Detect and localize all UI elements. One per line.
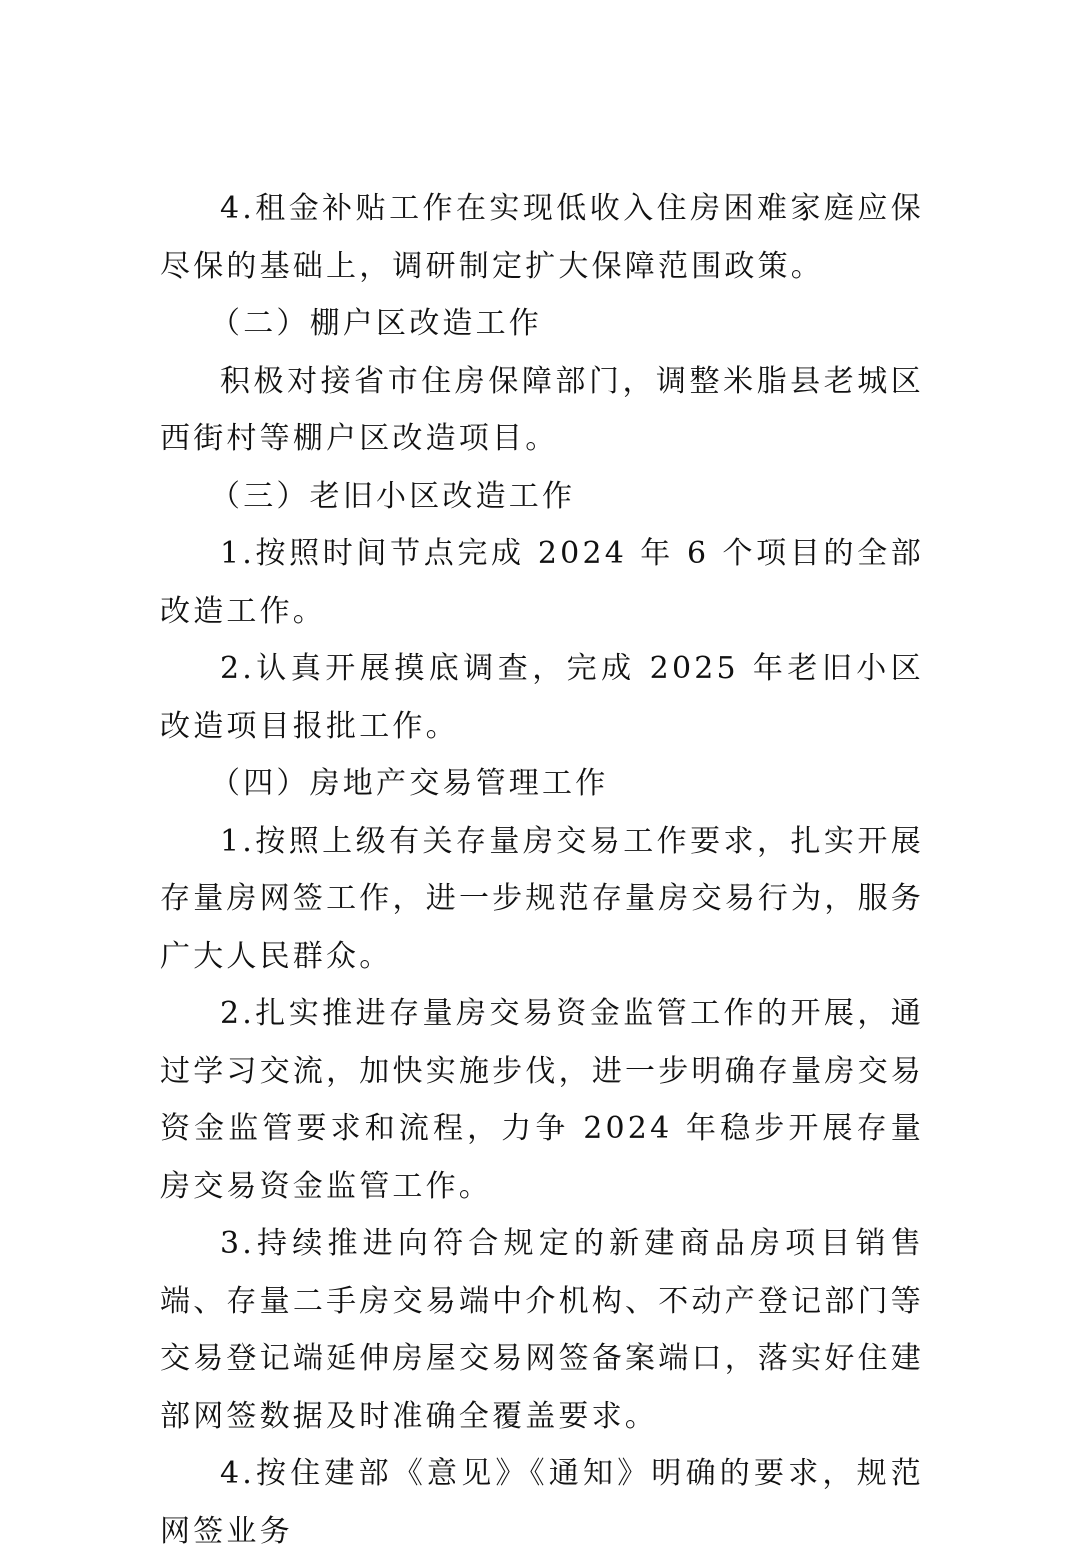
paragraph-shantytown: 积极对接省市住房保障部门，调整米脂县老城区西街村等棚户区改造项目。 bbox=[160, 363, 924, 456]
paragraph-real-estate-3: 3.持续推进向符合规定的新建商品房项目销售端、存量二手房交易端中介机构、不动产登记部门等交易登记端延伸房屋交易网签备案端口，落实好住建部网签数据及时准确全覆盖要求。 bbox=[160, 1226, 924, 1434]
document-body bbox=[160, 180, 924, 1560]
section-heading-old-community: （三）老旧小区改造工作 bbox=[210, 478, 576, 514]
paragraph-old-community-2: 2.认真开展摸底调查，完成 2025 年老旧小区改造项目报批工作。 bbox=[160, 651, 924, 744]
paragraph-old-community-1: 1.按照时间节点完成 2024 年 6 个项目的全部改造工作。 bbox=[160, 536, 924, 629]
section-heading-shantytown: （二）棚户区改造工作 bbox=[210, 306, 542, 341]
paragraph-real-estate-2: 2.扎实推进存量房交易资金监管工作的开展，通过学习交流，加快实施步伐，进一步明确存量房交易资金监管要求和流程，力争 2024 年稳步开展存量房交易资金监管工作。 bbox=[160, 996, 924, 1204]
paragraph-rent-subsidy: 4.租金补贴工作在实现低收入住房困难家庭应保尽保的基础上，调研制定扩大保障范围政策。 bbox=[160, 191, 924, 284]
section-heading-real-estate: （四）房地产交易管理工作 bbox=[210, 766, 609, 801]
paragraph-real-estate-1: 1.按照上级有关存量房交易工作要求，扎实开展存量房网签工作，进一步规范存量房交易行为，服务广大人民群众。 bbox=[160, 823, 924, 974]
paragraph-real-estate-4: 4.按住建部《意见》《通知》明确的要求，规范网签业务 bbox=[160, 1456, 924, 1549]
